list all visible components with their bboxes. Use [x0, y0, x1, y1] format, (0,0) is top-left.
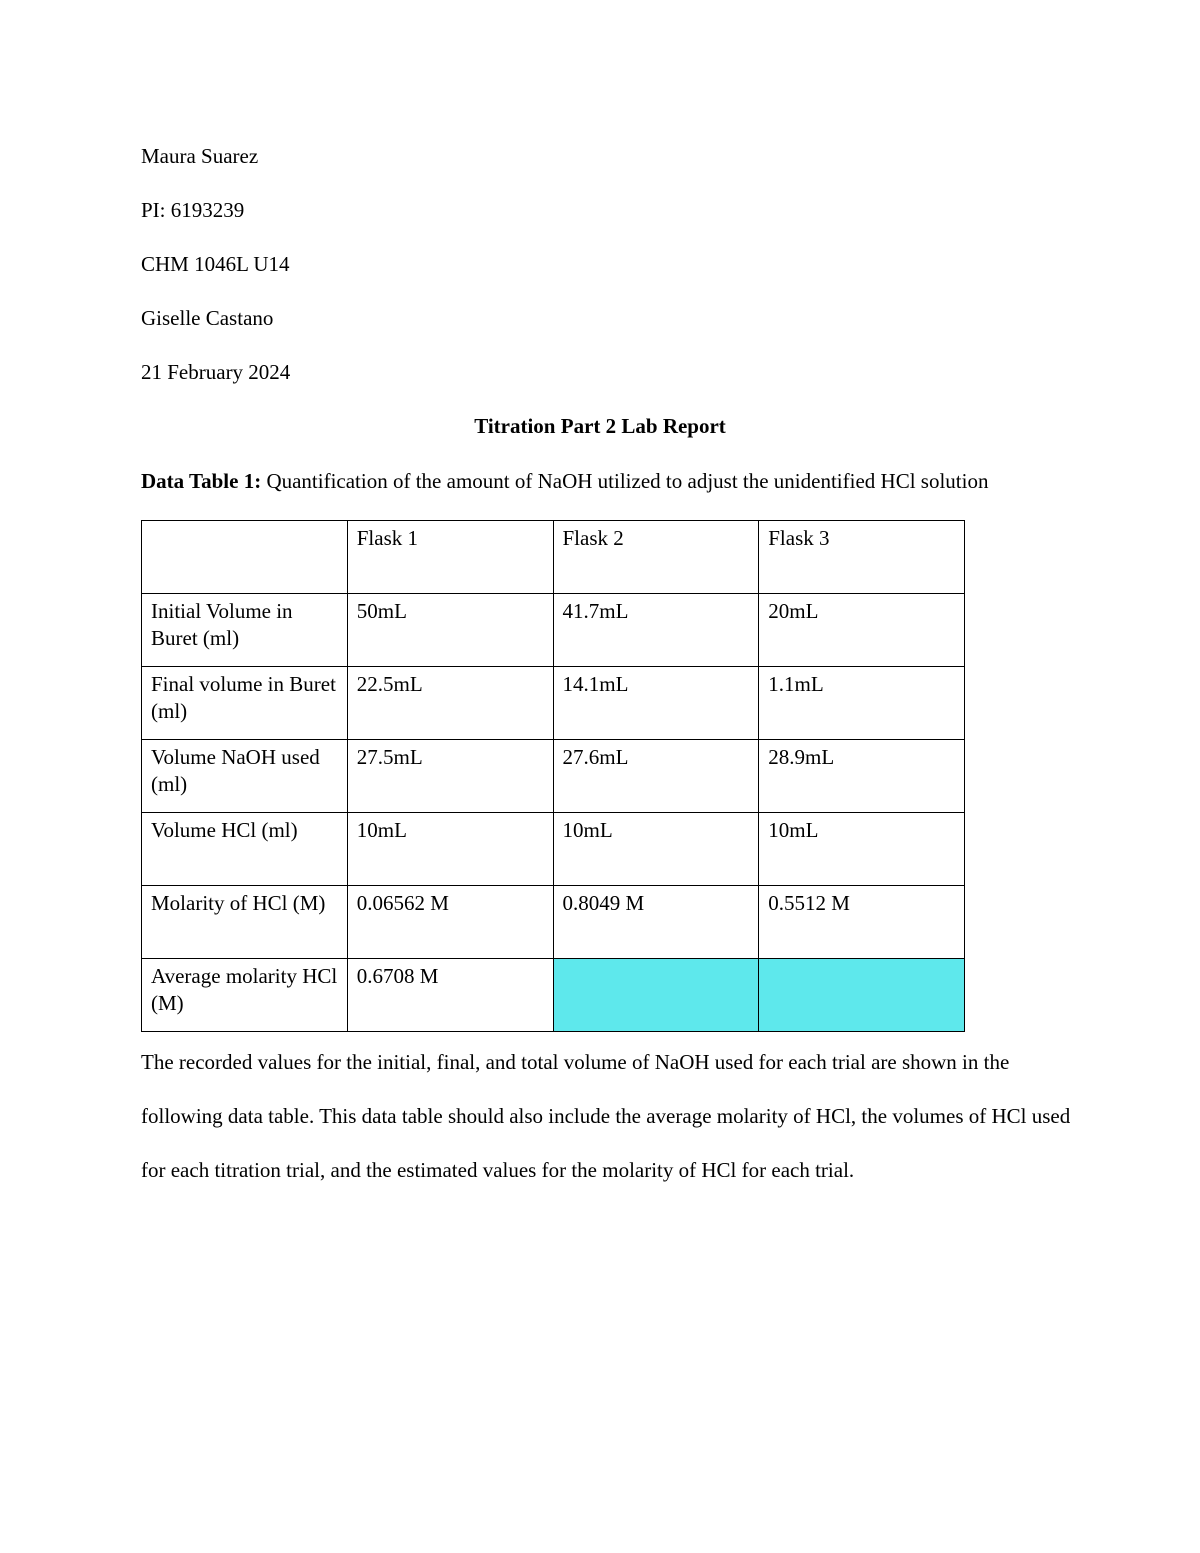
header-cell-flask-1: Flask 1 [347, 521, 553, 594]
table-cell: 0.5512 M [759, 886, 965, 959]
pi-number: PI: 6193239 [141, 198, 245, 222]
table-cell: 20mL [759, 594, 965, 667]
table-cell: 10mL [553, 813, 759, 886]
report-title: Titration Part 2 Lab Report [474, 414, 726, 438]
row-label: Molarity of HCl (M) [142, 886, 348, 959]
table-header-row [142, 521, 965, 594]
caption-text: Quantification of the amount of NaOH utilized to adjust the unidentified HCl solution [261, 469, 989, 493]
table-row [142, 959, 965, 1032]
header-cell-flask-3: Flask 3 [759, 521, 965, 594]
body-paragraph: The recorded values for the initial, final, and total volume of NaOH used for each trial are shown in the following data table. This data table should also include the average molarity of HCl, the volumes of HCl used for each titration trial, and the estimated values for the molarity of HCl for each trial. [141, 1050, 1071, 1182]
report-date: 21 February 2024 [141, 360, 291, 384]
table-cell: 14.1mL [553, 667, 759, 740]
instructor-name: Giselle Castano [141, 306, 274, 330]
table-cell: 22.5mL [347, 667, 553, 740]
table-row [142, 667, 965, 740]
table-cell: 0.06562 M [347, 886, 553, 959]
shaded-cell [553, 959, 759, 1032]
author-name: Maura Suarez [141, 144, 259, 168]
table-cell: 28.9mL [759, 740, 965, 813]
table-row [142, 886, 965, 959]
course-code: CHM 1046L U14 [141, 252, 290, 276]
header-cell-empty [142, 521, 348, 594]
data-table [141, 520, 965, 1032]
table-cell: 27.6mL [553, 740, 759, 813]
table-cell: 41.7mL [553, 594, 759, 667]
table-row [142, 813, 965, 886]
table-caption [141, 468, 1041, 494]
table-cell: 0.6708 M [347, 959, 553, 1032]
table-cell: 27.5mL [347, 740, 553, 813]
shaded-cell [759, 959, 965, 1032]
row-label: Volume NaOH used (ml) [142, 740, 348, 813]
table-cell: 10mL [347, 813, 553, 886]
table-cell: 0.8049 M [553, 886, 759, 959]
table-row [142, 594, 965, 667]
header-cell-flask-2: Flask 2 [553, 521, 759, 594]
table-row [142, 740, 965, 813]
row-label: Initial Volume in Buret (ml) [142, 594, 348, 667]
table-cell: 10mL [759, 813, 965, 886]
row-label: Volume HCl (ml) [142, 813, 348, 886]
row-label: Average molarity HCl (M) [142, 959, 348, 1032]
row-label: Final volume in Buret (ml) [142, 667, 348, 740]
table-cell: 1.1mL [759, 667, 965, 740]
caption-label: Data Table 1: [141, 469, 262, 493]
table-cell: 50mL [347, 594, 553, 667]
